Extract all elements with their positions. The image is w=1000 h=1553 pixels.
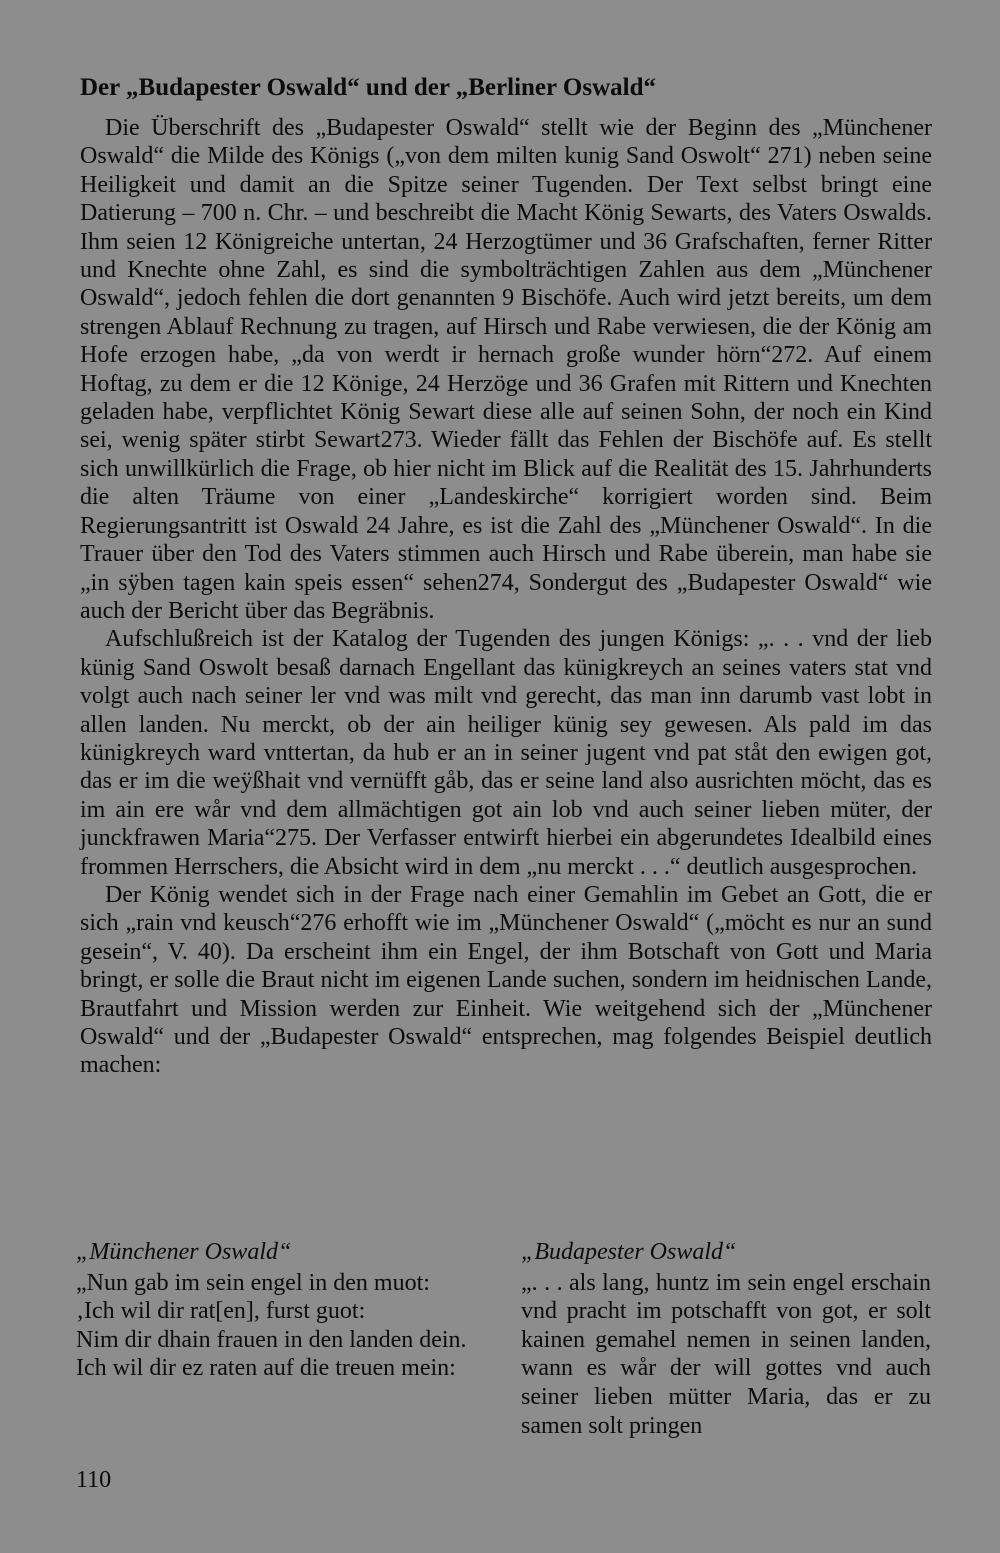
page-number: 110 [76,1467,112,1493]
verse-line-1: „Nun gab im sein engel in den muot: [76,1269,430,1296]
paragraph-3: Der König wendet sich in der Frage nach einer Gemahlin im Gebet an Gott, die er sich „rain vnd keusch“276 erhofft wie im „Münchener Oswald“ („möcht es nur an sund gesein“, V. 40). Da erscheint ihm ein Engel, der ihm Botschaft von Gott und Maria bringt, er solle die Braut nicht im eigenen Lande suchen, sondern im heidnischen Lande, Brautfahrt und Mission werden zur Einheit. Wie weitgehend sich der „Münchener Oswald“ und der „Budapester Oswald“ entsprechen, mag folgendes Beispiel deutlich machen: [80,881,932,1079]
section-heading: Der „Budapester Oswald“ und der „Berliner Oswald“ [80,74,656,101]
quote-text-right: „. . . als lang, huntz im sein engel erschain vnd pracht im potschafft von got, er solt kainen gemahel nemen in seinen landen, wann es wår der will gottes vnd auch seiner lieben mütter Maria, das er zu samen solt pringen [521,1269,931,1439]
paragraph-2: Aufschlußreich ist der Katalog der Tugenden des jungen Königs: „. . . vnd der lieb künig Sand Oswolt besaß darnach Engellant das künigkreych an seines vaters stat vnd volgt auch nach seiner ler vnd was milt vnd gerecht, das man inn darumb vast lobt in allen landen. Nu merckt, ob der ain heiliger künig sey gewesen. Als pald im das künigkreych ward vnttertan, da hub er an in seiner jugent vnd pat ståt den ewigen got, das er im die weÿßhait vnd vernüfft gåb, das er seine land also ausrichten möcht, das es im ain ere wår vnd dem allmächtigen got ain lob vnd auch seiner lieben müter, der junckfrawen Maria“275. Der Verfasser entwirft hierbei ein abgerundetes Idealbild eines frommen Herrschers, die Absicht wird in dem „nu merckt . . .“ deutlich ausgesprochen. [80,626,932,880]
verse-line-2: ‚Ich wil dir rat[en], furst guot: [76,1298,366,1325]
quote-column-budapester [521,1238,931,1440]
verse-line-3: Nim dir dhain frauen in den landen dein. [76,1326,467,1353]
verse-line-4: Ich wil dir ez raten auf die treuen mein: [76,1355,456,1382]
paragraph-1: Die Überschrift des „Budapester Oswald“ stellt wie der Beginn des „Münchener Oswald“ die Milde des Königs („von dem milten kunig Sand Oswolt“ 271) neben seine Heiligkeit und damit an die Spitze seiner Tugenden. Der Text selbst bringt eine Datierung – 700 n. Chr. – und beschreibt die Macht König Sewarts, des Vaters Oswalds. Ihm seien 12 Königreiche untertan, 24 Herzogtümer und 36 Grafschaften, ferner Ritter und Knechte ohne Zahl, es sind die symbolträchtigen Zahlen aus dem „Münchener Oswald“, jedoch fehlen die dort genannten 9 Bischöfe. Auch wird jetzt bereits, um dem strengen Ablauf Rechnung zu tragen, auf Hirsch und Rabe verwiesen, die der König am Hofe erzogen habe, „da von werdt ir hernach große wunder hörn“272. Auf einem Hoftag, zu dem er die 12 Könige, 24 Herzöge und 36 Grafen mit Rittern und Knechten geladen habe, verpflichtet König Sewart diese alle auf seinen Sohn, der noch ein Kind sei, wenig später stirbt Sewart273. Wieder fällt das Fehlen der Bischöfe auf. Es stellt sich unwillkürlich die Frage, ob hier nicht im Blick auf die Realität des 15. Jahrhunderts die alten Träume von einer „Landeskirche“ korrigiert worden sind. Beim Regierungsantritt ist Oswald 24 Jahre, es ist die Zahl des „Münchener Oswald“. In die Trauer über den Tod des Vaters stimmen auch Hirsch und Rabe überein, man habe sie „in sÿben tagen kain speis essen“ sehen274, Sondergut des „Budapester Oswald“ wie auch der Bericht über das Begräbnis. [80,115,932,624]
quote-title-left: „Münchener Oswald“ [76,1239,292,1265]
quote-column-muenchener [76,1238,486,1383]
body-text [80,114,932,1080]
quote-title-right: „Budapester Oswald“ [521,1239,737,1265]
